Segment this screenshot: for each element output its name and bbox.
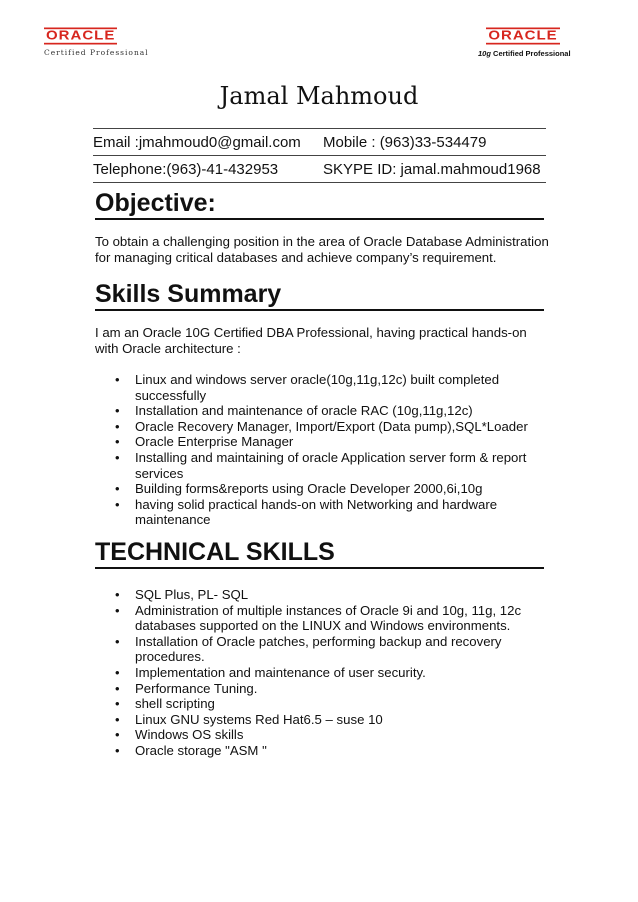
list-item: • Installing and maintaining of oracle Application server form & report services (95, 450, 550, 481)
logo-version: 10g (478, 49, 491, 58)
logo-subtitle (478, 49, 571, 58)
skills-summary-list (95, 372, 550, 528)
list-item: • Oracle storage "ASM " (95, 743, 550, 759)
list-item: • Oracle Enterprise Manager (95, 434, 550, 450)
contact-table (93, 128, 546, 183)
list-item: • Installation and maintenance of oracle RAC (10g,11g,12c) (95, 403, 550, 419)
list-item: • Administration of multiple instances of Oracle 9i and 10g, 11g, 12c databases supported on the LINUX and Windows environments. (95, 603, 550, 634)
list-item: • Oracle Recovery Manager, Import/Export (Data pump),SQL*Loader (95, 419, 550, 435)
technical-skills-list (95, 587, 550, 759)
objective-text: To obtain a challenging position in the area of Oracle Database Administration for managing critical databases and achieve company’s requirement. (95, 234, 549, 265)
candidate-name: Jamal Mahmoud (219, 82, 419, 110)
list-item: • shell scripting (95, 696, 550, 712)
email: Email :jmahmoud0@gmail.com (93, 133, 301, 151)
oracle-10g-certified-logo-right (478, 26, 571, 58)
oracle-wordmark: ORACLE (488, 28, 558, 43)
skills-summary-intro: I am an Oracle 10G Certified DBA Professional, having practical hands-on with Oracle architecture : (95, 325, 527, 356)
contact-row (93, 128, 546, 155)
technical-skills-heading: TECHNICAL SKILLS (95, 540, 544, 569)
list-item: • Linux and windows server oracle(10g,11g,12c) built completed successfully (95, 372, 550, 403)
objective-heading: Objective: (95, 191, 544, 220)
list-item: • Linux GNU systems Red Hat6.5 – suse 10 (95, 712, 550, 728)
oracle-wordmark: ORACLE (46, 28, 116, 43)
logo-subtitle-text: Certified Professional (493, 49, 571, 58)
list-item: • Implementation and maintenance of user security. (95, 665, 550, 681)
list-item: • Installation of Oracle patches, performing backup and recovery procedures. (95, 634, 550, 665)
logo-subtitle: Certified Professional (44, 48, 149, 57)
skype-id: SKYPE ID: jamal.mahmoud1968 (323, 160, 541, 178)
list-item: • having solid practical hands-on with Networking and hardware maintenance (95, 497, 550, 528)
skills-summary-heading: Skills Summary (95, 282, 544, 311)
list-item: • Performance Tuning. (95, 681, 550, 697)
telephone: Telephone:(963)-41-432953 (93, 160, 279, 178)
mobile: Mobile : (963)33-534479 (323, 133, 487, 151)
list-item: • Windows OS skills (95, 727, 550, 743)
list-item: • Building forms&reports using Oracle Developer 2000,6i,10g (95, 481, 550, 497)
oracle-certified-logo-left (44, 26, 149, 57)
list-item: • SQL Plus, PL- SQL (95, 587, 550, 603)
contact-row (93, 155, 546, 183)
